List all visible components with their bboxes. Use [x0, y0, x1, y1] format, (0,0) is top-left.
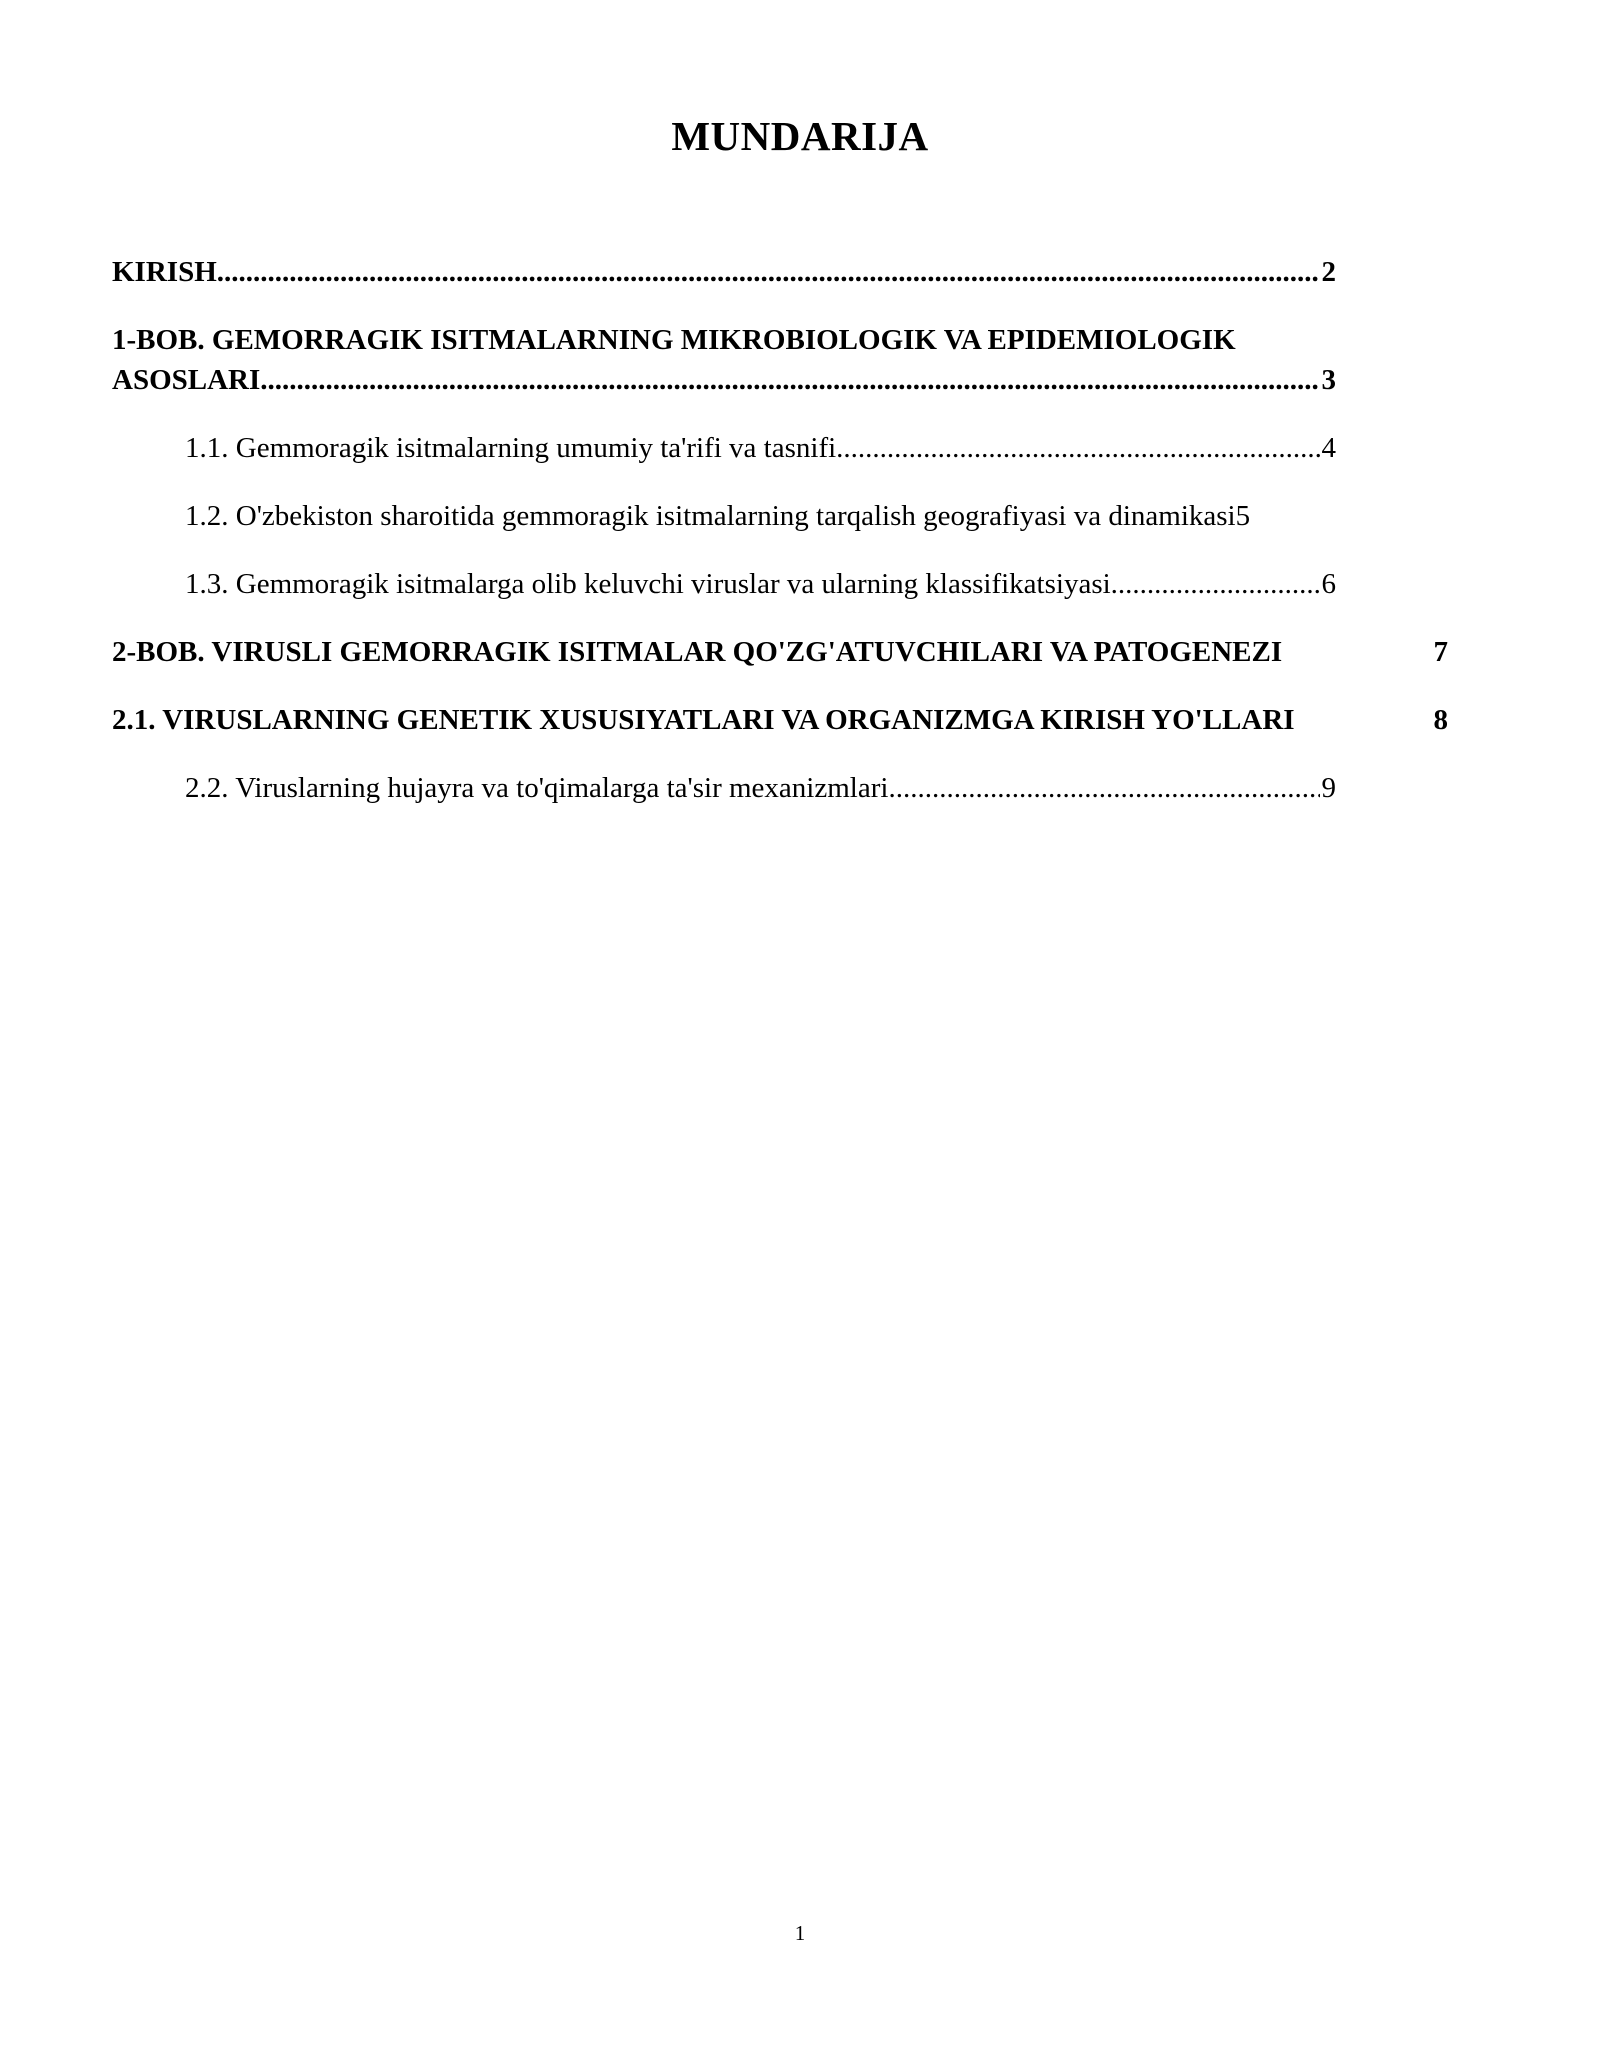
- toc-entry-bob2[interactable]: [112, 632, 1448, 672]
- toc-page-number: 4: [1321, 432, 1336, 464]
- toc-entry-text: 1.3. Gemmoragik isitmalarga olib keluvchi viruslar va ularning klassifikatsiyasi: [185, 568, 1111, 600]
- toc-page-number: 8: [1433, 704, 1448, 736]
- toc-entry-bob1[interactable]: [112, 320, 1336, 400]
- toc-entry-text-continued: ASOSLARI: [112, 364, 261, 396]
- toc-page-number: 7: [1433, 636, 1448, 668]
- toc-entry-text: 2.2. Viruslarning hujayra va to'qimalarga ta'sir mexanizmlari: [185, 772, 889, 804]
- toc-leader-dots: [836, 428, 1319, 468]
- toc-entry-2-2[interactable]: [185, 768, 1336, 808]
- toc-entry-2-1[interactable]: [112, 700, 1448, 740]
- toc-entry-text: 2.1. VIRUSLARNING GENETIK XUSUSIYATLARI VA ORGANIZMGA KIRISH YO'LLARI: [112, 704, 1295, 736]
- toc-entry-1-1[interactable]: [185, 428, 1336, 468]
- toc-entry-1-3[interactable]: [185, 564, 1336, 604]
- page-number-footer: 1: [794, 1921, 806, 1945]
- toc-entry-text: 1.1. Gemmoragik isitmalarning umumiy ta'rifi va tasnifi: [185, 432, 837, 464]
- toc-page-number: 2: [1321, 256, 1336, 288]
- toc-entry-kirish[interactable]: [112, 252, 1336, 292]
- toc-entry-text: 1.2. O'zbekiston sharoitida gemmoragik isitmalarning tarqalish geografiyasi va dinamikasi: [185, 500, 1236, 532]
- toc-leader-dots: [260, 360, 1319, 400]
- table-of-contents: [112, 252, 1448, 836]
- toc-leader-dots: [1111, 564, 1320, 604]
- toc-entry-text: 1-BOB. GEMORRAGIK ISITMALARNING MIKROBIOLOGIK VA EPIDEMIOLOGIK: [112, 324, 1236, 356]
- page-title: MUNDARIJA: [671, 113, 929, 159]
- toc-leader-dots: [888, 768, 1319, 808]
- toc-entry-text: 2-BOB. VIRUSLI GEMORRAGIK ISITMALAR QO'ZG'ATUVCHILARI VA PATOGENEZI: [112, 636, 1283, 668]
- toc-page-number: 3: [1321, 364, 1336, 396]
- toc-page-number: 5: [1235, 500, 1251, 532]
- toc-leader-dots: [217, 252, 1320, 292]
- toc-page-number: 9: [1321, 772, 1336, 804]
- toc-entry-1-2[interactable]: [185, 496, 1336, 536]
- toc-entry-text: KIRISH: [112, 256, 217, 288]
- toc-page-number: 6: [1321, 568, 1336, 600]
